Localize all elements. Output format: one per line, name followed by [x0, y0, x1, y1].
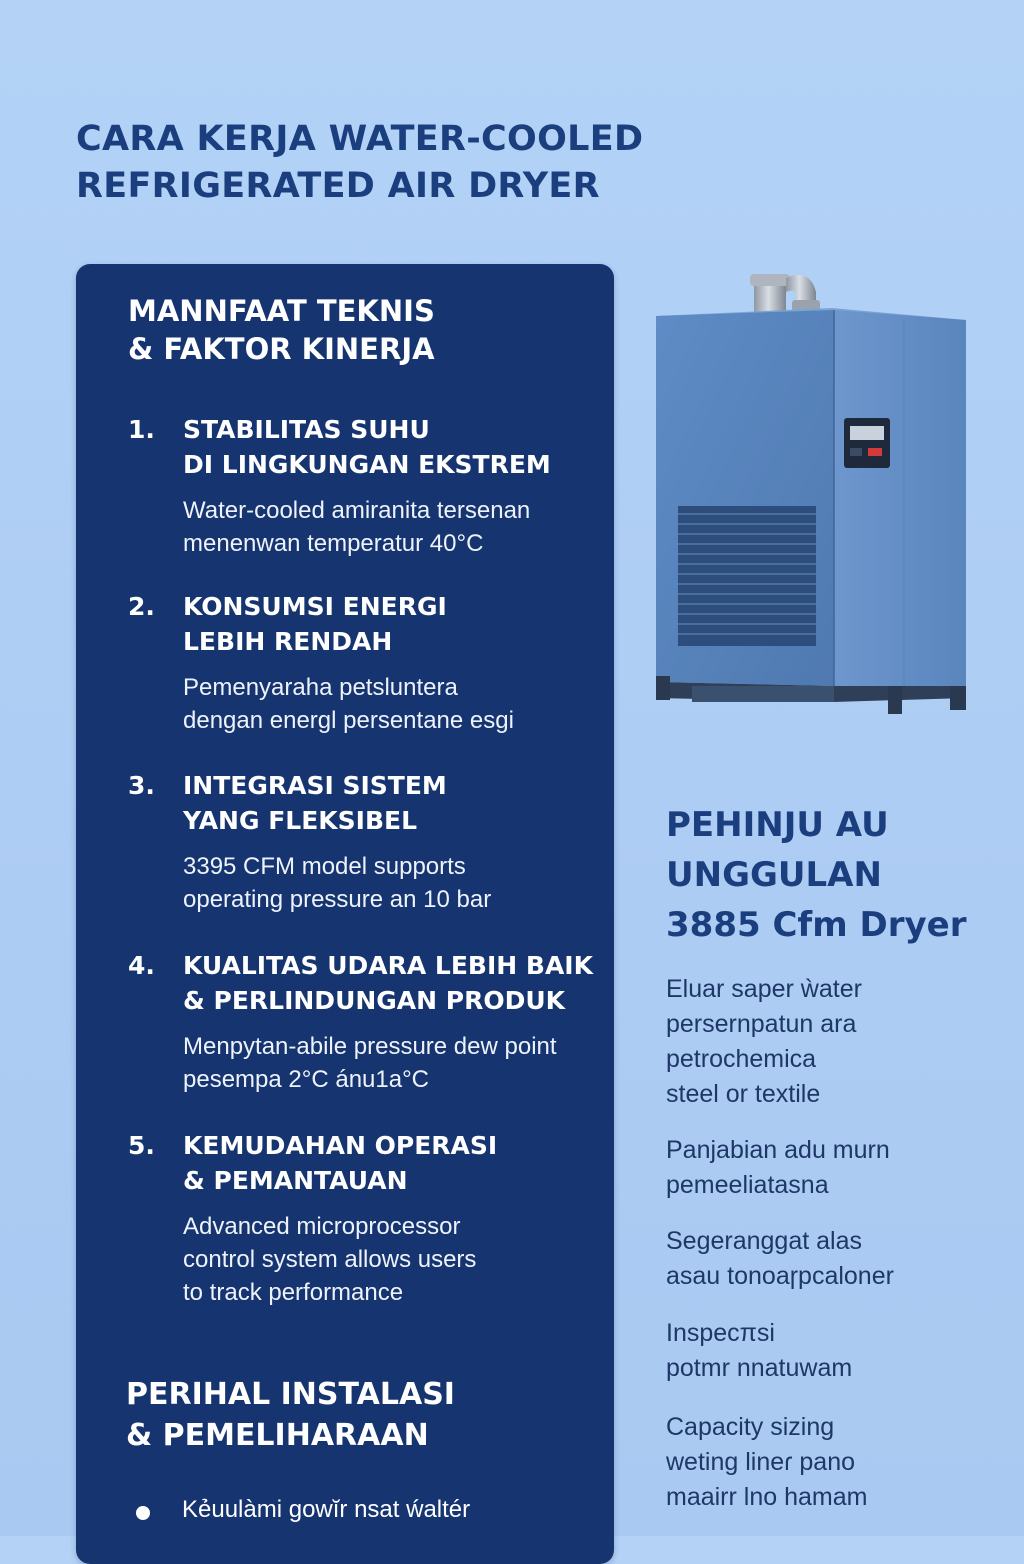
- installation-bullet-text: Kẻuulàmi gowĭr nsat ẃaltér: [182, 1496, 471, 1523]
- page-title-line-2: REFRIGERATED AIR DRYER: [76, 166, 600, 206]
- vent-grille-icon: [678, 506, 816, 646]
- benefit-heading: [183, 412, 613, 482]
- benefit-description-line: pesempa 2°C ánu1a°C: [183, 1066, 430, 1093]
- benefit-number: 1.: [128, 415, 155, 444]
- benefit-description-line: to track performance: [183, 1279, 404, 1306]
- control-panel-icon: [844, 418, 890, 468]
- benefit-description-line: 3395 CFM model supports: [183, 853, 466, 880]
- product-highlight-heading: [666, 800, 966, 950]
- benefit-number: 3.: [128, 771, 155, 800]
- benefit-number: 2.: [128, 592, 155, 621]
- air-dryer-unit-illustration: [650, 262, 972, 718]
- benefit-heading: [183, 589, 613, 659]
- feature-line: Segeranggat alas: [666, 1227, 862, 1255]
- benefit-description: [183, 1030, 613, 1096]
- installation-section-title: [126, 1374, 455, 1456]
- benefits-panel: [76, 264, 614, 1564]
- benefit-description-line: Pemenyaraha petsluntera: [183, 674, 458, 701]
- product-feature-4: [666, 1316, 1016, 1386]
- benefit-description-line: menenwan temperatur 40°C: [183, 530, 484, 557]
- installation-title-line-2: & PEMELIHARAAN: [126, 1418, 429, 1453]
- product-heading-line-2: UNGGULAN: [666, 855, 882, 895]
- feature-line: potmr nnatuᴡam: [666, 1354, 853, 1382]
- installation-title-line-1: PERIHAL INSTALASI: [126, 1377, 455, 1412]
- page-title-line-1: CARA KERJA WATER-COOLED: [76, 119, 644, 159]
- benefit-heading: [183, 768, 613, 838]
- product-feature-1: [666, 972, 1016, 1112]
- panel-title-line-1: MANNFAAT TEKNIS: [128, 294, 435, 328]
- benefit-description: [183, 494, 613, 560]
- feature-line: Inspecπsi: [666, 1319, 775, 1347]
- benefit-heading-line: KUALITAS UDARA LEBIH BAIK: [183, 951, 593, 980]
- feature-line: steel or textile: [666, 1080, 821, 1108]
- product-feature-3: [666, 1224, 1016, 1294]
- feature-line: maairr lno hamam: [666, 1483, 868, 1511]
- benefit-heading: [183, 1128, 613, 1198]
- benefit-heading-line: STABILITAS SUHU: [183, 415, 430, 444]
- benefit-description-line: Advanced microprocessor: [183, 1213, 461, 1240]
- benefit-number: 5.: [128, 1131, 155, 1160]
- feature-line: pemeeliatasna: [666, 1171, 829, 1199]
- product-feature-5: [666, 1410, 1016, 1515]
- bullet-dot-icon: [136, 1506, 150, 1520]
- product-heading-line-1: PEHINJU AU: [666, 805, 889, 845]
- feature-line: weting lineɾ pano: [666, 1448, 856, 1476]
- benefit-description: [183, 850, 613, 916]
- benefit-heading-line: LEBIH RENDAH: [183, 627, 393, 656]
- panel-title-line-2: & FAKTOR KINERJA: [128, 332, 435, 366]
- feature-line: Eluar saper ẁater: [666, 975, 862, 1003]
- page-title: [76, 116, 796, 210]
- feature-line: persernpatun ara: [666, 1010, 857, 1038]
- product-heading-line-3: 3885 Cfm Dryer: [666, 905, 967, 945]
- feature-line: Panjabian adu murn: [666, 1136, 890, 1164]
- benefit-heading-line: KEMUDAHAN OPERASI: [183, 1131, 498, 1160]
- benefit-description-line: dengan energl persentane esgi: [183, 707, 514, 734]
- benefit-heading-line: & PEMANTAUAN: [183, 1166, 408, 1195]
- benefit-heading-line: & PERLINDUNGAN PRODUK: [183, 986, 566, 1015]
- benefit-heading: [183, 948, 613, 1018]
- benefit-description-line: control system allows users: [183, 1246, 477, 1273]
- feature-line: asau tonoaɼpcaloner: [666, 1262, 894, 1290]
- panel-title: [128, 292, 435, 368]
- feature-line: Capacity sizing: [666, 1413, 835, 1441]
- benefit-heading-line: YANG FLEKSIBEL: [183, 806, 418, 835]
- benefit-heading-line: DI LINGKUNGAN EKSTREM: [183, 450, 551, 479]
- benefit-heading-line: INTEGRASI SISTEM: [183, 771, 447, 800]
- benefit-description: [183, 1210, 613, 1309]
- benefit-number: 4.: [128, 951, 155, 980]
- benefit-heading-line: KONSUMSI ENERGI: [183, 592, 447, 621]
- feature-line: petrochemica: [666, 1045, 817, 1073]
- benefit-description-line: operating pressure an 10 bar: [183, 886, 492, 913]
- product-feature-2: [666, 1133, 1016, 1203]
- benefit-description-line: Water-cooled amiranita tersenan: [183, 497, 531, 524]
- benefit-description: [183, 671, 613, 737]
- benefit-description-line: Menpytan-abile pressure dew point: [183, 1033, 557, 1060]
- installation-bullet: [134, 1492, 594, 1528]
